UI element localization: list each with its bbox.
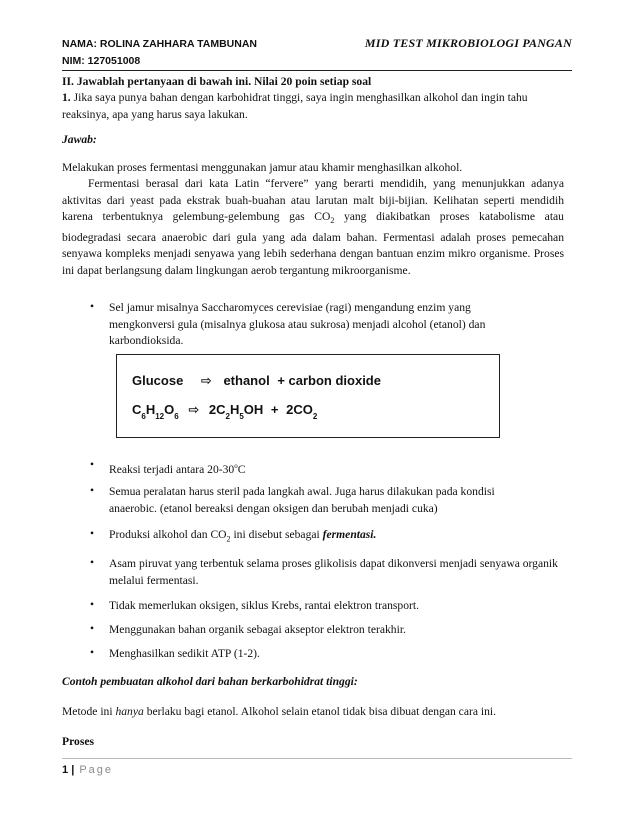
formula-oh: OH	[243, 402, 264, 417]
chemical-equation	[132, 402, 317, 421]
student-name: NAMA: ROLINA ZAHHARA TAMBUNAN	[62, 38, 257, 50]
formula-2co: 2CO	[286, 402, 313, 417]
fermentation-emphasis: fermentasi.	[322, 528, 377, 541]
carbon-dioxide-label: + carbon dioxide	[277, 373, 381, 388]
formula-sub: 12	[155, 412, 165, 421]
footer-separator: |	[71, 764, 75, 776]
bullet-text: ini disebut sebagai	[230, 528, 323, 541]
answer-label: Jawab:	[62, 133, 97, 146]
paragraph-part-b: yang diakibatkan proses katabolisme atau biodegradasi secara anaerobic dari gula yang ada dalam bahan. Fermentasi adalah proses pemecahan senyawa kompleks menjadi senyawa yang lebih sederhana dengan bantuan enzim mikro organisme. Proses ini dapat berlangsung dalam lingkungan aerob tergantung mikroorganisme.	[62, 210, 564, 277]
header-divider	[62, 70, 572, 71]
formula-2c: 2C	[208, 402, 226, 417]
bullet-atp: Menghasilkan sedikit ATP (1-2).	[109, 647, 260, 660]
example-heading: Contoh pembuatan alkohol dari bahan berkarbohidrat tinggi:	[62, 675, 358, 688]
bullet-text: Reaksi terjadi antara 20-30	[109, 462, 235, 476]
formula-sub: 2	[312, 412, 318, 421]
co2-subscript: 2	[226, 534, 231, 544]
reaction-equation-box	[116, 354, 500, 438]
formula-plus: +	[270, 402, 279, 417]
fermentation-paragraph	[62, 176, 564, 280]
bullet-icon: •	[90, 458, 95, 471]
bullet-icon: •	[90, 300, 95, 313]
glucose-label: Glucose	[132, 373, 184, 388]
header-student-info	[62, 36, 257, 70]
answer-intro: Melakukan proses fermentasi menggunakan jamur atau khamir menghasilkan alkohol.	[62, 161, 463, 174]
question-body: Jika saya punya bahan dengan karbohidrat tinggi, saya ingin menghasilkan alkohol dan ingin tahu reaksinya, apa yang harus saya lakukan.	[62, 91, 528, 121]
bullet-icon: •	[90, 527, 95, 540]
bullet-icon: •	[90, 646, 95, 659]
bullet-oxygen: Tidak memerlukan oksigen, siklus Krebs, rantai elektron transport.	[109, 599, 419, 612]
question-text	[62, 90, 532, 123]
method-part: berlaku bagi etanol. Alkohol selain etanol tidak bisa dibuat dengan cara ini.	[143, 705, 497, 718]
bullet-text: Produksi alkohol dan CO	[109, 528, 227, 541]
bullet-acceptor: Menggunakan bahan organik sebagai akseptor elektron terakhir.	[109, 623, 406, 636]
method-part: Metode ini	[62, 705, 116, 718]
student-nim: NIM: 127051008	[62, 55, 141, 67]
bullet-icon: •	[90, 622, 95, 635]
ethanol-label: ethanol	[223, 373, 270, 388]
formula-h: H	[229, 402, 240, 417]
bullet-icon: •	[90, 484, 95, 497]
formula-sub: 6	[141, 412, 146, 421]
degree-superscript: o	[234, 462, 238, 470]
header-title: MID TEST MIKROBIOLOGI PANGAN	[364, 36, 572, 50]
yeast-bullet-text: Sel jamur misalnya Saccharomyces cerevisiae (ragi) mengandung enzim yang mengkonversi gula (misalnya glukosa atau sukrosa) menjadi alcohol (etanol) dan karbondioksida.	[109, 301, 486, 348]
formula-h: H	[145, 402, 156, 417]
page-number: 1	[62, 764, 69, 776]
word-equation	[132, 373, 381, 389]
bullet-production	[109, 527, 564, 548]
formula-c: C	[132, 402, 142, 417]
page-footer	[62, 764, 113, 776]
paragraph-part-a: Fermentasi berasal dari kata Latin “fervere” yang berarti mendidih, yang menunjukkan adanya aktivitas dari yeast pada ekstrak buah-buahan atau larutan malt biji-bijian. Kelihatan seperti mendidih karena terbentuknya gelembung-gelembung gas CO	[62, 177, 564, 224]
formula-sub: 6	[174, 412, 179, 421]
co2-subscript: 2	[330, 216, 335, 226]
section-heading: II. Jawablah pertanyaan di bawah ini. Nilai 20 poin setiap soal	[62, 75, 372, 88]
method-text	[62, 704, 564, 721]
formula-sub: 5	[239, 412, 244, 421]
bullet-temperature	[109, 458, 564, 478]
formula-o: O	[164, 402, 175, 417]
page-label: Page	[79, 764, 114, 776]
proses-heading: Proses	[62, 735, 94, 748]
bullet-icon: •	[90, 556, 95, 569]
question-number: 1.	[62, 91, 71, 104]
method-emphasis: hanya	[115, 705, 144, 718]
formula-sub: 2	[225, 412, 230, 421]
arrow-right-icon: ⇨	[188, 402, 200, 417]
footer-divider	[62, 758, 572, 759]
arrow-right-icon: ⇨	[200, 373, 212, 388]
bullet-sterile: Semua peralatan harus steril pada langkah awal. Juga harus dilakukan pada kondisi anaerobic. (etanol bereaksi dengan oksigen dan berubah menjadi cuka)	[109, 485, 495, 515]
bullet-pyruvate: Asam piruvat yang terbentuk selama proses glikolisis dapat dikonversi menjadi senyawa organik melalui fermentasi.	[109, 557, 558, 587]
bullet-text: C	[237, 462, 246, 476]
bullet-icon: •	[90, 598, 95, 611]
